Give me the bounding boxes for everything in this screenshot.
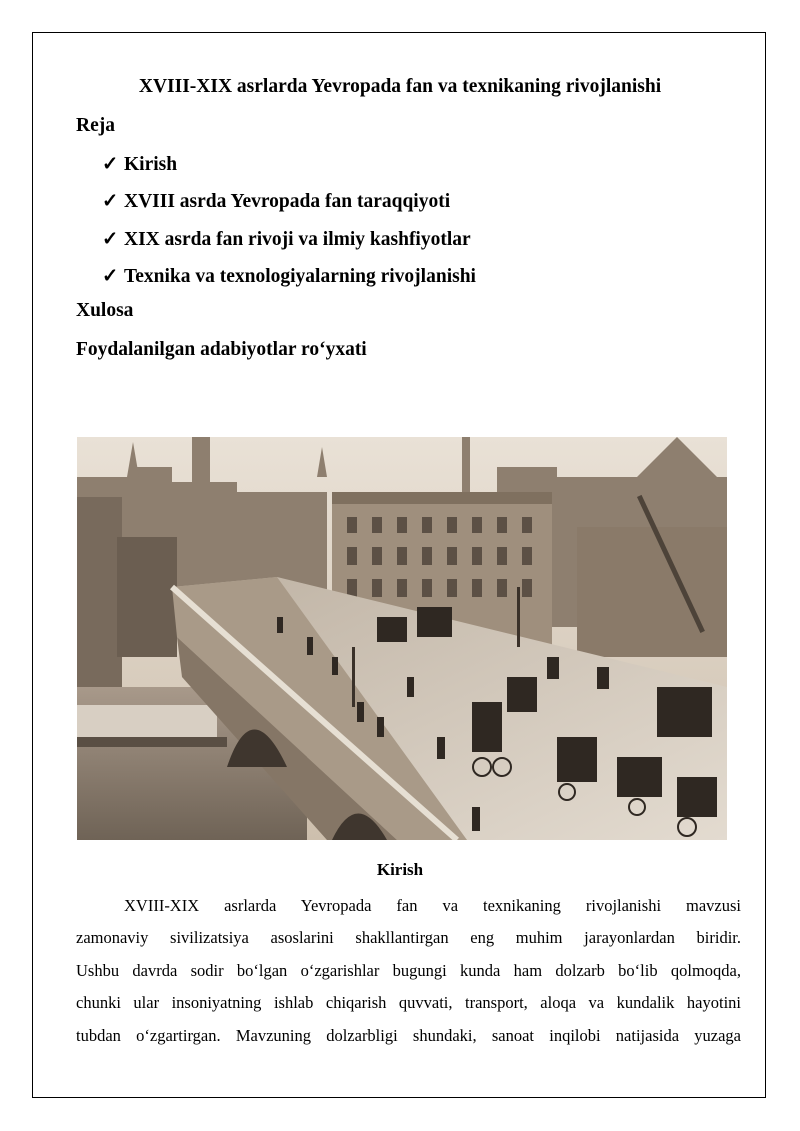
paragraph-line: chunki ular insoniyatning ishlab chiqarish quvvati, transport, aloqa va kundalik hayotini bbox=[76, 993, 741, 1013]
plan-item-1 bbox=[102, 152, 177, 176]
plan-item-text: Texnika va texnologiyalarning rivojlanishi bbox=[124, 266, 476, 287]
conclusion-label: Xulosa bbox=[76, 300, 134, 321]
checkmark-icon: ✓ bbox=[102, 191, 119, 212]
plan-item-text: XIX asrda fan rivoji va ilmiy kashfiyotlar bbox=[124, 229, 471, 250]
plan-item-4 bbox=[102, 264, 476, 288]
section-title: Kirish bbox=[376, 860, 424, 879]
plan-item-text: Kirish bbox=[124, 154, 178, 175]
checkmark-icon: ✓ bbox=[102, 266, 119, 287]
checkmark-icon: ✓ bbox=[102, 229, 119, 250]
intro-paragraph bbox=[76, 890, 741, 1052]
paragraph-line: tubdan o‘zgartirgan. Mavzuning dolzarbligi shundaki, sanoat inqilobi natijasida yuzaga bbox=[76, 1025, 741, 1045]
paragraph-line: Ushbu davrda sodir bo‘lgan o‘zgarishlar bugungi kunda ham dolzarb bo‘lib qolmoqda, bbox=[76, 960, 741, 980]
plan-item-3 bbox=[102, 227, 471, 251]
paragraph-line: XVIII-XIX asrlarda Yevropada fan va texnikaning rivojlanishi mavzusi bbox=[124, 896, 741, 915]
plan-label: Reja bbox=[76, 115, 115, 136]
references-label: Foydalanilgan adabiyotlar ro‘yxati bbox=[76, 339, 367, 360]
document-title: XVIII-XIX asrlarda Yevropada fan va texnikaning rivojlanishi bbox=[138, 76, 662, 97]
paragraph-line: zamonaviy sivilizatsiya asoslarini shakllantirgan eng muhim jarayonlardan biridir. bbox=[76, 928, 741, 948]
checkmark-icon: ✓ bbox=[102, 154, 119, 175]
plan-item-2 bbox=[102, 189, 450, 213]
historic-bridge-photo bbox=[77, 437, 727, 840]
plan-item-text: XVIII asrda Yevropada fan taraqqiyoti bbox=[124, 191, 451, 212]
